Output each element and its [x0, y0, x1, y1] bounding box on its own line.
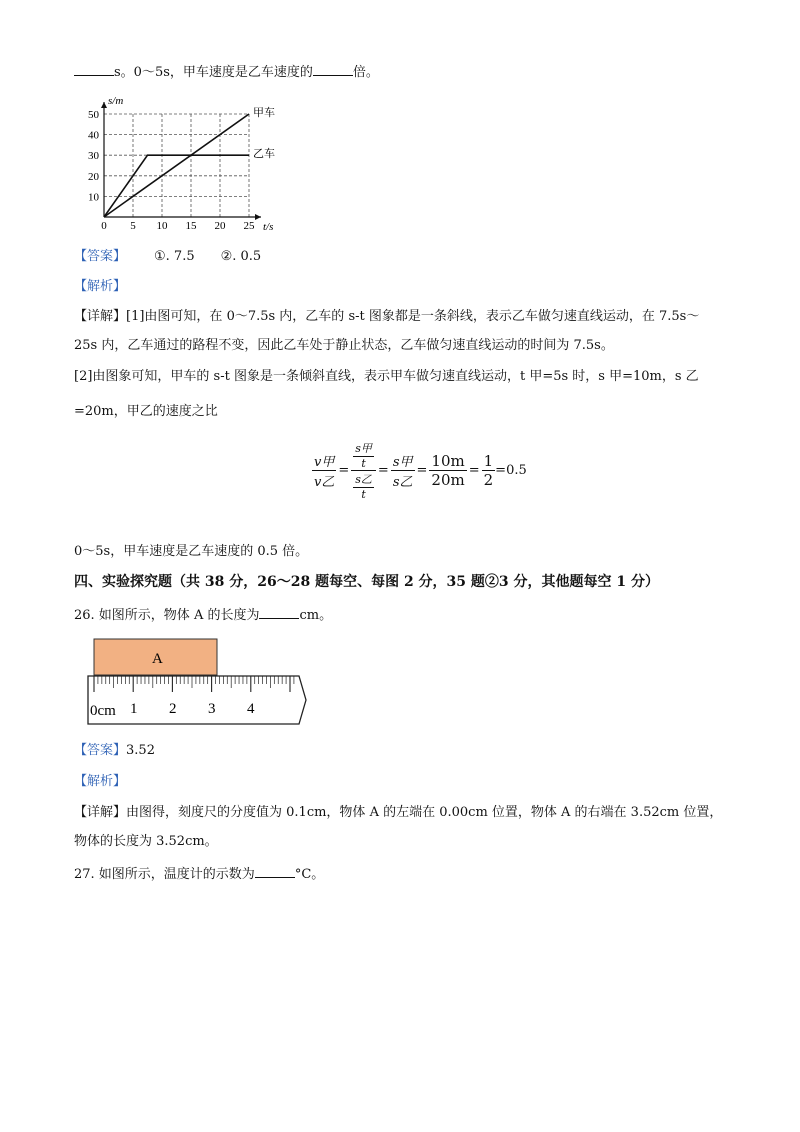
- answer-blank: [313, 63, 353, 76]
- q26-question: 26. 如图所示，物体 A 的长度为 cm。: [74, 608, 333, 623]
- x-tick-label: 15: [185, 220, 197, 232]
- q25-detail-4: =20m，甲乙的速度之比: [74, 404, 218, 419]
- series-line-0: [104, 114, 249, 217]
- ruler-label-4: 4: [247, 701, 255, 717]
- q26-detail-1: 【详解】由图得，刻度尺的分度值为 0.1cm，物体 A 的左端在 0.00cm 位置，物体 A 的右端在 3.52cm 位置，: [74, 805, 723, 820]
- ruler-body: [88, 676, 306, 724]
- y-tick-label: 10: [88, 191, 99, 204]
- y-axis-label: s/m: [108, 95, 124, 107]
- ruler-label-2: 2: [169, 701, 177, 717]
- q26-answer: 【答案】3.52: [74, 743, 155, 758]
- q25-analysis-tag: 【解析】: [74, 279, 127, 294]
- st-chart: [74, 95, 275, 235]
- answer-blank: [74, 63, 114, 76]
- x-tick-label: 20: [214, 220, 226, 232]
- series-label-1: 乙车: [253, 148, 275, 161]
- object-a-label: A: [152, 651, 163, 667]
- q25-answer: 【答案】 ①. 7.5 ②. 0.5: [74, 249, 262, 264]
- x-tick-label: 25: [243, 220, 255, 232]
- y-tick-label: 30: [88, 150, 99, 163]
- speed-ratio-formula: $\frac{\text{v甲}}{\text{v乙}}$ = $\frac{\frac{\text{s甲}}{t}}{\frac{\text{s乙}}{t}}$ = $\frac{\text{s甲}}{\text{s乙}}$ = $\frac{10m}{20m}$ = $\frac{1}{2}$ =0.5: [314, 442, 527, 501]
- q27-question: 27. 如图所示，温度计的示数为 °C。: [74, 867, 325, 882]
- q25-detail-1: 【详解】[1]由图可知，在 0～7.5s 内，乙车的 s-t 图象都是一条斜线，表示乙车做匀速直线运动，在 7.5s～: [74, 309, 700, 324]
- q25-conclusion: 0～5s，甲车速度是乙车速度的 0.5 倍。: [74, 544, 309, 559]
- ruler-label-1: 1: [130, 701, 138, 717]
- y-axis-arrow: [101, 102, 107, 108]
- y-tick-label: 20: [88, 170, 99, 183]
- answer-blank: [255, 865, 295, 878]
- y-tick-label: 40: [88, 129, 99, 142]
- ruler-label-0: 0cm: [90, 703, 116, 719]
- ruler-figure: [84, 636, 314, 728]
- ruler-label-3: 3: [208, 701, 216, 717]
- x-tick-label: 5: [130, 220, 136, 232]
- answer-blank: [259, 606, 299, 619]
- q25-question-tail: s。0～5s，甲车速度是乙车速度的 倍。: [74, 63, 379, 82]
- q25-detail-3: [2]由图象可知，甲车的 s-t 图象是一条倾斜直线，表示甲车做匀速直线运动，t 甲=5s 时，s 甲=10m，s 乙: [74, 369, 699, 384]
- q25-detail-2: 25s 内，乙车通过的路程不变，因此乙车处于静止状态，乙车做匀速直线运动的时间为 7.5s。: [74, 338, 614, 353]
- q26-analysis-tag: 【解析】: [74, 774, 127, 789]
- series-label-0: 甲车: [253, 107, 275, 119]
- series-line-1: [104, 155, 249, 217]
- q26-detail-2: 物体的长度为 3.52cm。: [74, 834, 218, 849]
- x-tick-label: 10: [156, 220, 168, 232]
- x-axis-label: t/s: [263, 221, 274, 233]
- x-tick-label: 0: [101, 220, 107, 232]
- y-tick-label: 50: [88, 109, 99, 121]
- section-4-title: 四、实验探究题（共 38 分，26～28 题每空、每图 2 分，35 题②3 分，其他题每空 1 分）: [74, 574, 660, 590]
- x-axis-arrow: [255, 214, 261, 220]
